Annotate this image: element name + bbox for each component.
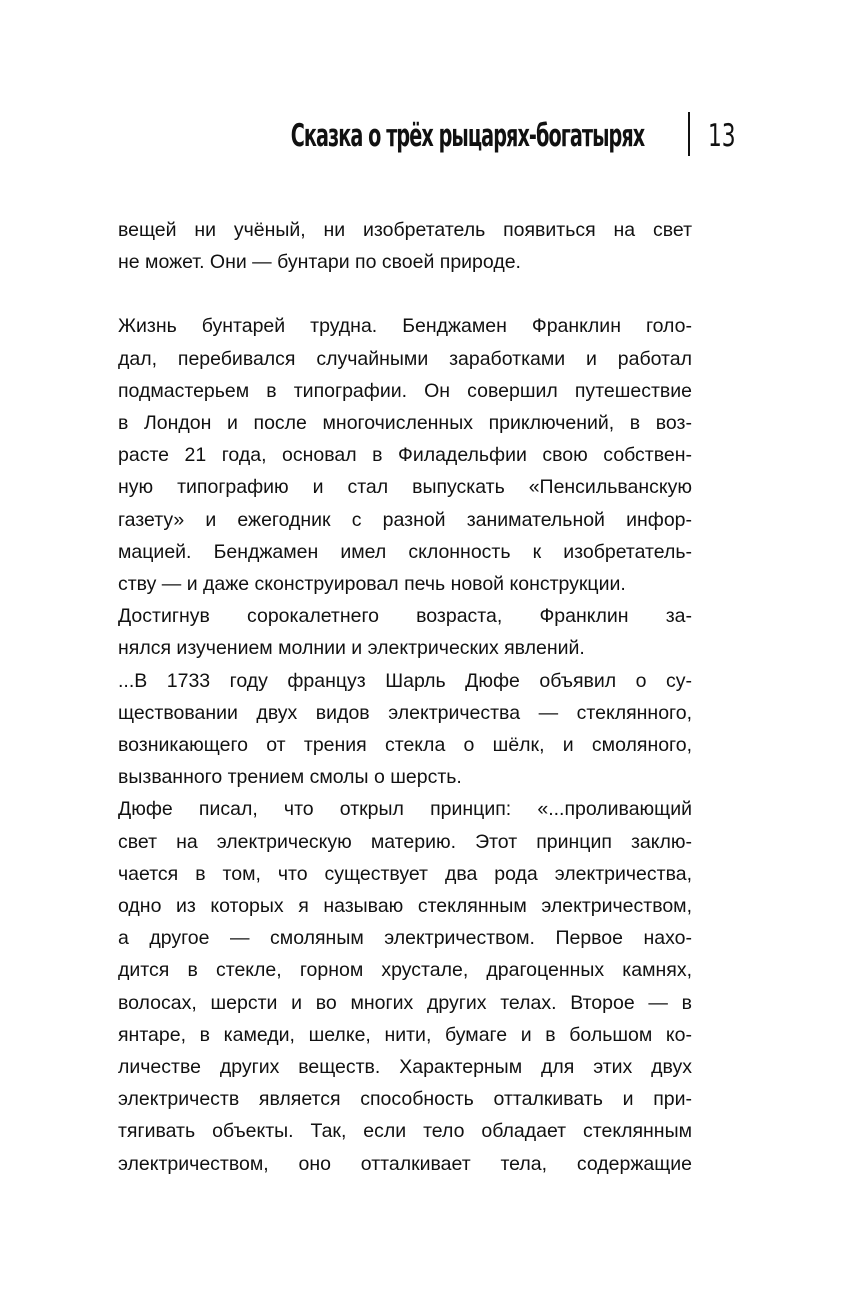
text-line: дится в стекле, горном хрустале, драгоценных камнях, (118, 959, 692, 982)
paragraph-2 (118, 310, 692, 600)
text-line: электричеством, оно отталкивает тела, содержащие (118, 1152, 692, 1175)
text-line: расте 21 года, основал в Филадельфии свою собствен- (118, 444, 692, 467)
text-line: тягивать объекты. Так, если тело обладает стеклянным (118, 1120, 692, 1143)
paragraph-4 (118, 665, 692, 794)
text-line: ству — и даже сконструировал печь новой конструкции. (118, 573, 626, 596)
text-line: мацией. Бенджамен имел склонность к изобретатель- (118, 540, 692, 563)
text-line: Достигнув сорокалетнего возраста, Франклин за- (118, 605, 692, 628)
running-header-title: Сказка о трёх рыцарях-богатырях (290, 118, 644, 154)
text-line: Жизнь бунтарей трудна. Бенджамен Франклин голо- (118, 315, 692, 338)
paragraph-3 (118, 600, 692, 664)
text-line: а другое — смоляным электричеством. Первое нахо- (118, 927, 692, 950)
text-line: свет на электрическую материю. Этот принцип заклю- (118, 830, 692, 853)
text-line: янтаре, в камеди, шелке, нити, бумаге и в большом ко- (118, 1023, 692, 1046)
text-line: Дюфе писал, что открыл принцип: «...проливающий (118, 798, 692, 821)
text-line: газету» и ежегодник с разной занимательной инфор- (118, 508, 692, 531)
text-line: подмастерьем в типографии. Он совершил путешествие (118, 379, 692, 402)
text-line: не может. Они — бунтари по своей природе. (118, 251, 521, 274)
text-line: волосах, шерсти и во многих других телах. Второе — в (118, 991, 692, 1014)
text-line: чается в том, что существует два рода электричества, (118, 862, 692, 885)
body-text (118, 214, 692, 1180)
header-divider (688, 112, 690, 156)
paragraph-1 (118, 214, 692, 278)
text-line: вызванного трением смолы о шерсть. (118, 766, 462, 789)
text-line: возникающего от трения стекла о шёлк, и смоляного, (118, 734, 692, 757)
text-line: вещей ни учёный, ни изобретатель появиться на свет (118, 219, 692, 241)
text-line: ществовании двух видов электричества — стеклянного, (118, 701, 692, 724)
running-header (0, 112, 844, 162)
text-line: электричеств является способность отталкивать и при- (118, 1088, 692, 1111)
text-line: дал, перебивался случайными заработками и работал (118, 347, 692, 370)
text-line: личестве других веществ. Характерным для этих двух (118, 1056, 692, 1079)
text-line: в Лондон и после многочисленных приключений, в воз- (118, 412, 692, 435)
text-line: нялся изучением молнии и электрических явлений. (118, 637, 585, 660)
text-line: ...В 1733 году француз Шарль Дюфе объявил о су- (118, 669, 692, 692)
text-line: ную типографию и стал выпускать «Пенсильванскую (118, 476, 692, 499)
paragraph-5 (118, 793, 692, 1179)
text-line: одно из которых я называю стеклянным электричеством, (118, 895, 692, 918)
page-number: 13 (708, 118, 736, 154)
